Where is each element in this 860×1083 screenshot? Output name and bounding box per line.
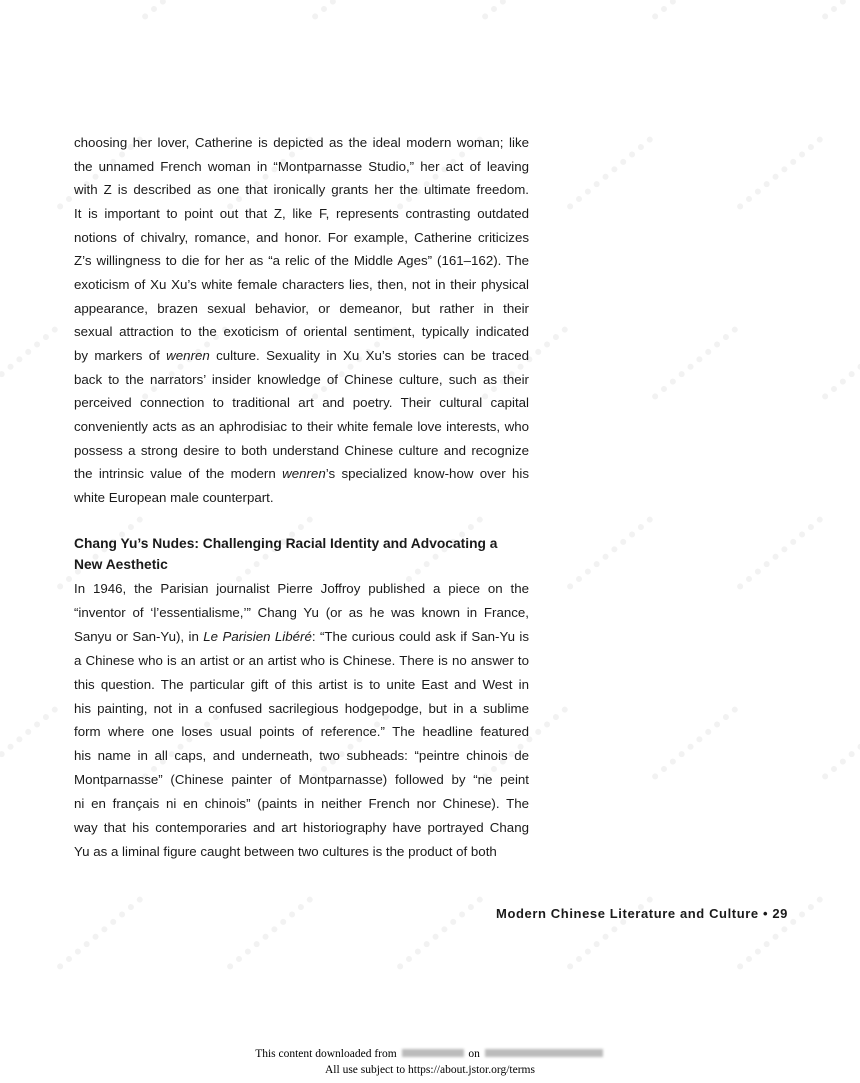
paragraph1-line	[74, 465, 529, 483]
paragraph2-line	[74, 747, 529, 765]
text-segment: the unnamed French woman in “Montparnasse Studio,” her act of leaving	[74, 158, 529, 174]
paragraph2-line	[74, 628, 529, 646]
paragraph2-line	[74, 676, 529, 694]
watermark-mark	[311, 0, 399, 21]
italic-text: wenren	[166, 348, 210, 364]
text-segment: his painting, not in a confused sacrilegious hodgepodge, but in a sublime	[74, 700, 529, 716]
terms-notice: All use subject to https://about.jstor.org/terms	[325, 1064, 535, 1076]
text-segment: Z’s willingness to die for her as “a relic of the Middle Ages” (161–162). The	[74, 253, 529, 269]
text-segment: perceived connection to traditional art and poetry. Their cultural capital	[74, 395, 529, 411]
text-segment: : “The curious could ask if San-Yu is	[311, 628, 530, 644]
paragraph2-line	[74, 723, 529, 741]
watermark-mark	[0, 705, 59, 780]
text-segment: white European male counterpart.	[74, 490, 274, 506]
paragraph1-line	[74, 252, 529, 270]
running-footer: Modern Chinese Literature and Culture • 29	[496, 906, 788, 921]
text-segment: sexual attraction to the exoticism of oriental sentiment, typically indicated	[74, 324, 529, 340]
text-segment: choosing her lover, Catherine is depicted as the ideal modern woman; like	[74, 135, 529, 150]
watermark-mark	[226, 895, 314, 970]
paragraph1-line	[74, 323, 529, 341]
paragraph1-line	[74, 442, 529, 460]
paragraph1-line	[74, 347, 529, 365]
text-segment: exoticism of Xu Xu’s white female characters lies, then, not in their physical	[74, 277, 529, 293]
text-segment: a Chinese who is an artist or an artist who is Chinese. There is no answer to	[74, 652, 529, 668]
paragraph2-line	[74, 580, 529, 598]
italic-text: wenren	[282, 466, 326, 482]
text-segment: possess a strong desire to both understand Chinese culture and recognize	[74, 442, 529, 458]
paragraph2-line	[74, 795, 529, 813]
section-heading-line-2: New Aesthetic	[74, 557, 168, 572]
watermark-mark	[821, 705, 860, 780]
watermark-mark	[566, 515, 654, 590]
text-segment: notions of chivalry, romance, and honor. For example, Catherine criticizes	[74, 229, 529, 245]
paragraph2-line	[74, 843, 529, 861]
text-segment: Montparnasse” (Chinese painter of Montparnasse) followed by “ne peint	[74, 772, 529, 788]
text-segment: his name in all caps, and underneath, two subheads: “peintre chinois de	[74, 748, 529, 764]
text-segment: by markers of	[74, 348, 167, 364]
paragraph1-line	[74, 158, 529, 176]
text-segment: the intrinsic value of the modern	[74, 466, 283, 482]
paragraph1-line	[74, 229, 529, 247]
watermark-mark	[651, 705, 739, 780]
watermark-mark	[651, 0, 739, 21]
watermark-mark	[821, 325, 860, 400]
paragraph1-line	[74, 371, 529, 389]
paragraph2-line	[74, 652, 529, 670]
text-segment: conveniently acts as an aphrodisiac to their white female love interests, who	[74, 419, 529, 435]
paragraph1-line	[74, 181, 529, 199]
download-notice	[0, 1048, 860, 1061]
download-prefix: This content downloaded from	[255, 1048, 397, 1060]
text-segment: Sanyu or San-Yu), in	[74, 628, 204, 644]
italic-text: Le Parisien Libéré	[203, 628, 312, 644]
paragraph1-line	[74, 300, 529, 318]
watermark-mark	[566, 135, 654, 210]
redacted-ip	[402, 1049, 464, 1057]
section-heading-line-1: Chang Yu’s Nudes: Challenging Racial Identity and Advocating a	[74, 536, 498, 551]
download-on: on	[468, 1048, 480, 1060]
text-segment: with Z is described as one that ironically grants her the ultimate freedom.	[74, 182, 529, 198]
watermark-mark	[0, 325, 59, 400]
watermark-mark	[396, 895, 484, 970]
watermark-mark	[56, 895, 144, 970]
paragraph1-line	[74, 205, 529, 223]
text-segment: form where one loses usual points of reference.” The headline featured	[74, 724, 529, 740]
paragraph2-line	[74, 700, 529, 718]
watermark-mark	[736, 515, 824, 590]
watermark-mark	[821, 0, 860, 21]
paragraph1-line	[74, 489, 529, 507]
text-segment: culture. Sexuality in Xu Xu’s stories can be traced	[209, 348, 529, 364]
text-segment: way that his contemporaries and art historiography have portrayed Chang	[74, 820, 529, 835]
paragraph2-line	[74, 604, 529, 622]
watermark-mark	[481, 0, 569, 21]
text-segment: It is important to point out that Z, like F, represents contrasting outdated	[74, 206, 529, 221]
text-segment: In 1946, the Parisian journalist Pierre Joffroy published a piece on the	[74, 581, 529, 596]
paragraph2-line	[74, 819, 529, 837]
watermark-mark	[736, 135, 824, 210]
text-segment: this question. The particular gift of this artist is to unite East and West in	[74, 676, 529, 692]
text-segment: ni en français ni en chinois” (paints in neither French nor Chinese). The	[74, 796, 529, 812]
watermark-mark	[141, 0, 229, 21]
text-segment: ’s specialized know-how over his	[325, 466, 530, 482]
watermark-mark	[0, 0, 59, 21]
paragraph2-line	[74, 771, 529, 789]
text-segment: Yu as a liminal figure caught between two cultures is the product of both	[74, 843, 497, 859]
paragraph1-line	[74, 418, 529, 436]
paragraph1-line	[74, 134, 529, 152]
watermark-mark	[651, 325, 739, 400]
paragraph1-line	[74, 276, 529, 294]
text-segment: appearance, brazen sexual behavior, or demeanor, but rather in their	[74, 300, 529, 316]
redacted-date	[485, 1049, 603, 1057]
text-segment: “inventor of ‘l’essentialisme,’” Chang Yu (or as he was known in France,	[74, 604, 529, 620]
text-segment: back to the narrators’ insider knowledge of Chinese culture, such as their	[74, 371, 529, 387]
paragraph1-line	[74, 394, 529, 412]
